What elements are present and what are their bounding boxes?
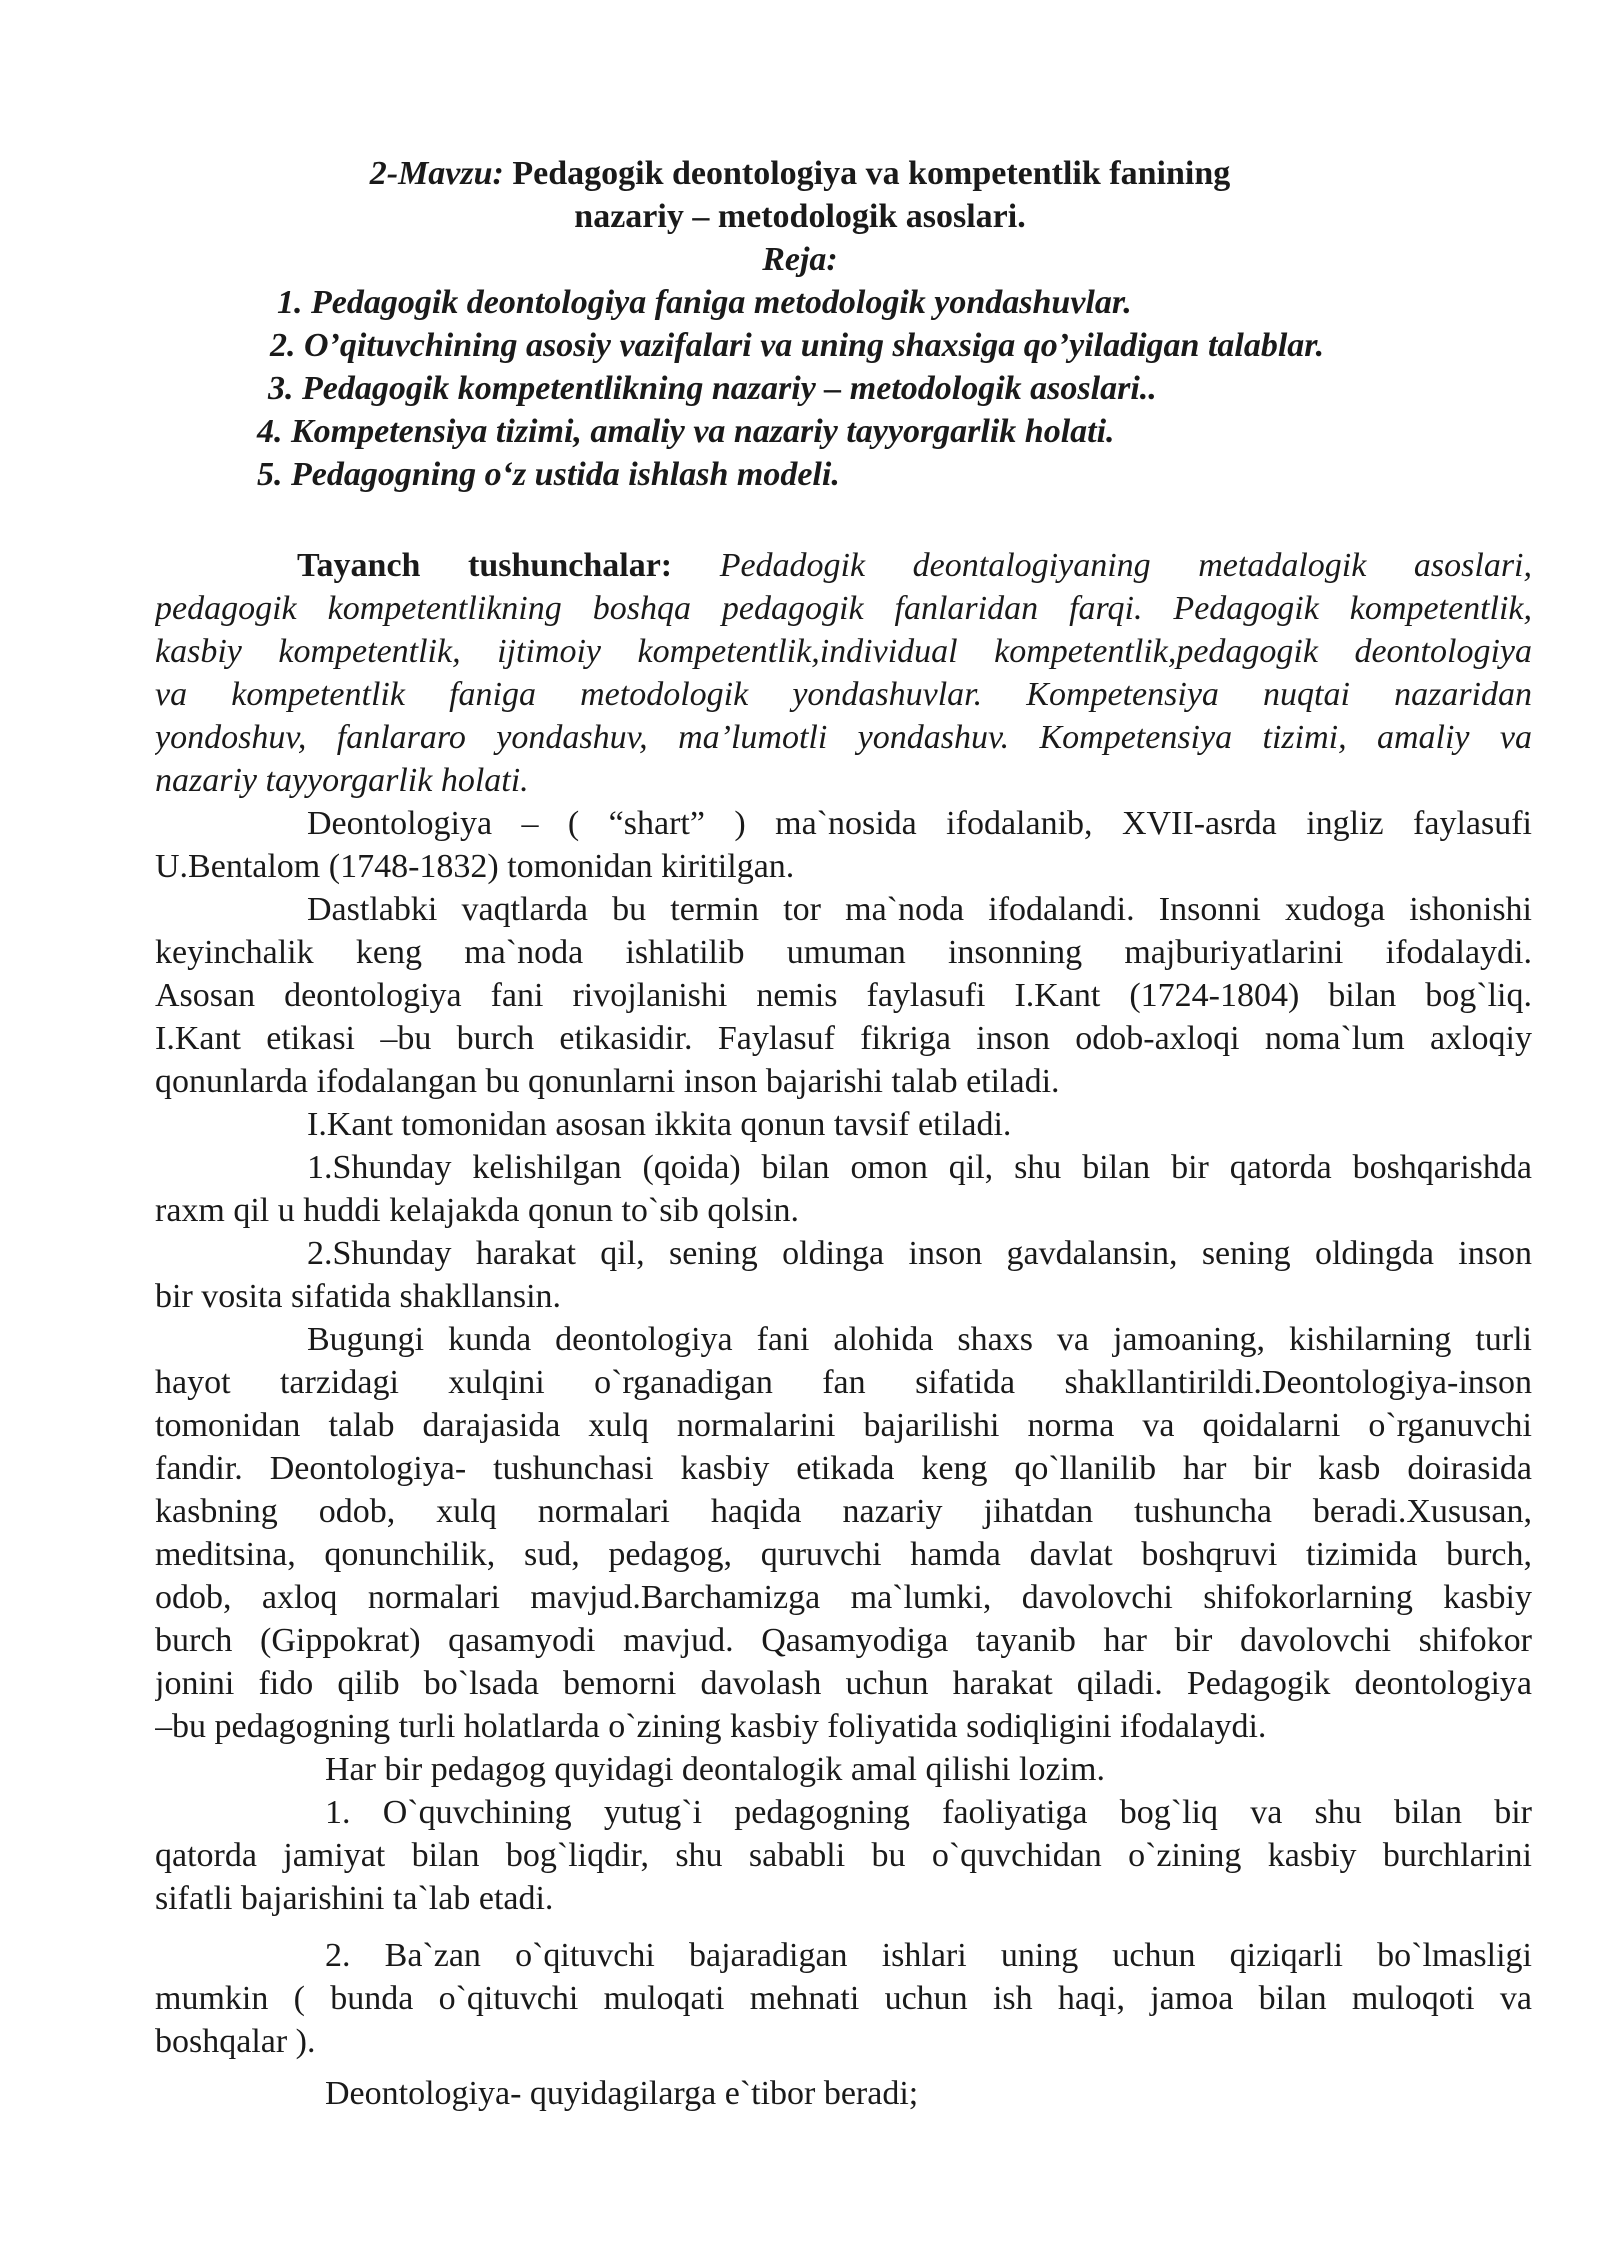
body-line: odob, axloq normalari mavjud.Barchamizga ma`lumki, davolovchi shifokorlarning kasbiy	[155, 1579, 1532, 1616]
plan-heading: Reja:	[762, 241, 838, 278]
body-line: 2.Shunday harakat qil, sening oldinga inson gavdalansin, sening oldingda inson	[307, 1235, 1532, 1272]
tayanch-label: Tayanch tushunchalar:	[297, 547, 673, 584]
page-title	[155, 152, 1445, 195]
body-line: boshqalar ).	[155, 2023, 316, 2060]
page-title-line2: nazariy – metodologik asoslari.	[574, 198, 1026, 235]
plan-item: 2. O’qituvchining asosiy vazifalari va uning shaxsiga qo’yiladigan talablar.	[270, 327, 1325, 364]
body-line: Bugungi kunda deontologiya fani alohida shaxs va jamoaning, kishilarning turli	[307, 1321, 1532, 1358]
body-line: bir vosita sifatida shakllansin.	[155, 1278, 562, 1315]
body-line: Deontologiya- quyidagilarga e`tibor beradi;	[325, 2075, 919, 2112]
body-line: qonunlarda ifodalangan bu qonunlarni inson bajarishi talab etiladi.	[155, 1063, 1060, 1100]
body-line: fandir. Deontologiya- tushunchasi kasbiy etikada keng qo`llanilib har bir kasb doirasida	[155, 1450, 1532, 1487]
tayanch-text: Pedadogik deontalogiyaning metadalogik asoslari,	[672, 547, 1532, 584]
body-line: I.Kant etikasi –bu burch etikasidir. Faylasuf fikriga inson odob-axloqi noma`lum axloqiy	[155, 1020, 1532, 1057]
body-line: qatorda jamiyat bilan bog`liqdir, shu sababli bu o`quvchidan o`zining kasbiy burchlarini	[155, 1837, 1532, 1874]
body-line: –bu pedagogning turli holatlarda o`zining kasbiy foliyatida sodiqligini ifodalaydi.	[155, 1708, 1267, 1745]
tayanch-line: nazariy tayyorgarlik holati.	[155, 762, 529, 799]
body-line: Dastlabki vaqtlarda bu termin tor ma`noda ifodalandi. Insonni xudoga ishonishi	[307, 891, 1532, 928]
body-line: Asosan deontologiya fani rivojlanishi nemis faylasufi I.Kant (1724-1804) bilan bog`liq.	[155, 977, 1532, 1014]
body-line: tomonidan talab darajasida xulq normalarini bajarilishi norma va qoidalarni o`rganuvchi	[155, 1407, 1532, 1444]
tayanch-line: yondoshuv, fanlararo yondashuv, ma’lumotli yondashuv. Kompetensiya tizimi, amaliy va	[155, 719, 1532, 756]
body-line: sifatli bajarishini ta`lab etadi.	[155, 1880, 554, 1917]
body-line: meditsina, qonunchilik, sud, pedagog, quruvchi hamda davlat boshqruvi tizimida burch,	[155, 1536, 1532, 1573]
title-prefix: 2-Mavzu:	[369, 155, 504, 192]
body-line: I.Kant tomonidan asosan ikkita qonun tavsif etiladi.	[307, 1106, 1012, 1143]
tayanch-line: pedagogik kompetentlikning boshqa pedagogik fanlaridan farqi. Pedagogik kompetentlik,	[155, 590, 1532, 627]
title-text: Pedagogik deontologiya va kompetentlik fanining	[503, 155, 1231, 192]
body-line: Har bir pedagog quyidagi deontalogik amal qilishi lozim.	[325, 1751, 1105, 1788]
plan-item: 1. Pedagogik deontologiya faniga metodologik yondashuvlar.	[277, 284, 1132, 321]
body-line: 1.Shunday kelishilgan (qoida) bilan omon qil, shu bilan bir qatorda boshqarishda	[307, 1149, 1532, 1186]
body-line: kasbning odob, xulq normalari haqida nazariy jihatdan tushuncha beradi.Xususan,	[155, 1493, 1532, 1530]
plan-item: 4. Kompetensiya tizimi, amaliy va nazariy tayyorgarlik holati.	[257, 413, 1115, 450]
body-line: hayot tarzidagi xulqini o`rganadigan fan sifatida shakllantirildi.Deontologiya-inson	[155, 1364, 1532, 1401]
body-line: 2. Ba`zan o`qituvchi bajaradigan ishlari uning uchun qiziqarli bo`lmasligi	[325, 1937, 1532, 1974]
body-line: 1. O`quvchining yutug`i pedagogning faoliyatiga bog`liq va shu bilan bir	[325, 1794, 1532, 1831]
body-line: burch (Gippokrat) qasamyodi mavjud. Qasamyodiga tayanib har bir davolovchi shifokor	[155, 1622, 1532, 1659]
tayanch-first-line	[297, 544, 1532, 587]
plan-item: 5. Pedagogning o‘z ustida ishlash modeli.	[257, 456, 840, 493]
tayanch-line: va kompetentlik faniga metodologik yondashuvlar. Kompetensiya nuqtai nazaridan	[155, 676, 1532, 713]
body-line: Deontologiya – ( “shart” ) ma`nosida ifodalanib, XVII-asrda ingliz faylasufi	[307, 805, 1532, 842]
body-line: jonini fido qilib bo`lsada bemorni davolash uchun harakat qiladi. Pedagogik deontologiya	[155, 1665, 1532, 1702]
body-line: raxm qil u huddi kelajakda qonun to`sib qolsin.	[155, 1192, 800, 1229]
body-line: U.Bentalom (1748-1832) tomonidan kiritilgan.	[155, 848, 795, 885]
tayanch-line: kasbiy kompetentlik, ijtimoiy kompetentlik,individual kompetentlik,pedagogik deontologiya	[155, 633, 1532, 670]
body-line: mumkin ( bunda o`qituvchi muloqati mehnati uchun ish haqi, jamoa bilan muloqoti va	[155, 1980, 1532, 2017]
body-line: keyinchalik keng ma`noda ishlatilib umuman insonning majburiyatlarini ifodalaydi.	[155, 934, 1532, 971]
plan-item: 3. Pedagogik kompetentlikning nazariy – metodologik asoslari..	[268, 370, 1157, 407]
